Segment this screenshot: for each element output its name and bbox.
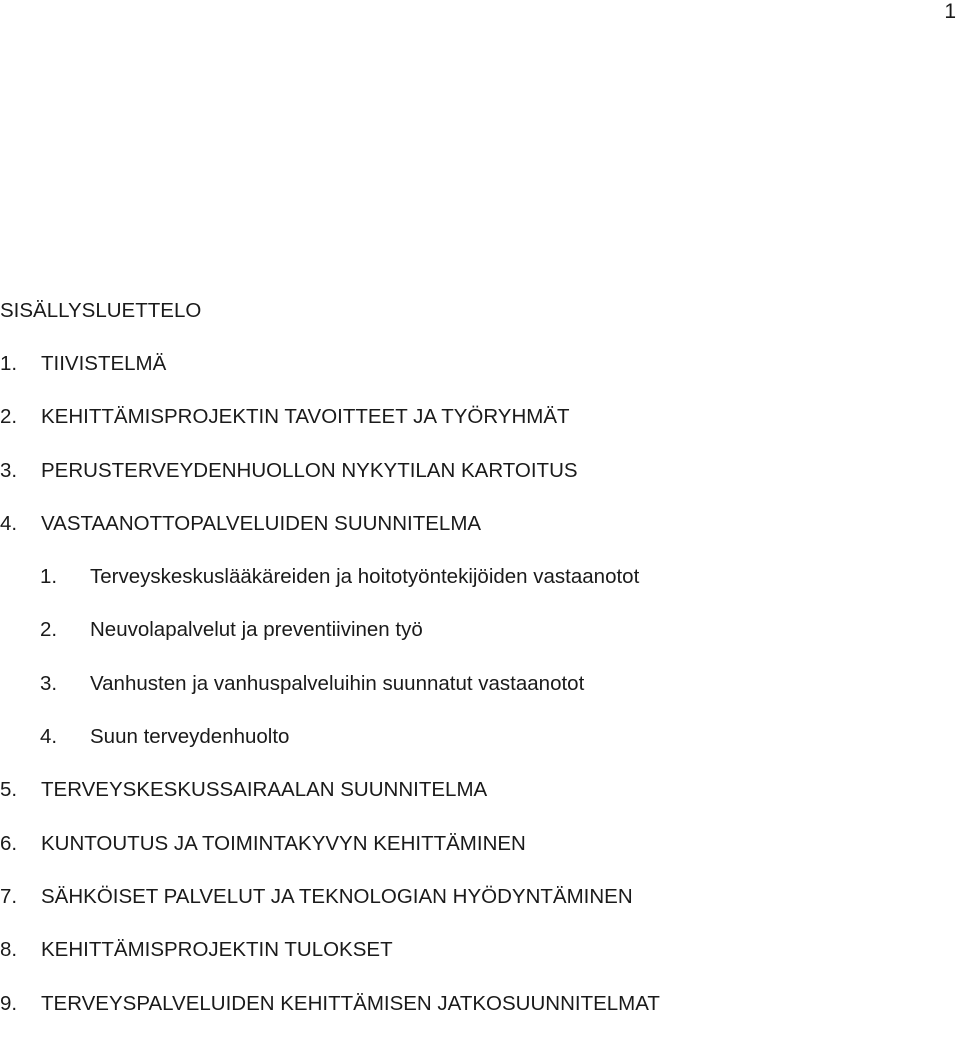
- toc-subitem-number: 1.: [40, 565, 58, 589]
- toc-item-label: TERVEYSPALVELUIDEN KEHITTÄMISEN JATKOSUUNNITELMAT: [41, 991, 660, 1015]
- toc-item-number: 1.: [0, 352, 18, 375]
- page-number: 1: [944, 0, 956, 23]
- toc-subitem-number: 2.: [40, 618, 58, 642]
- toc-item-number: 4.: [0, 511, 18, 535]
- toc-title: SISÄLLYSLUETTELO: [0, 299, 202, 322]
- toc-subitem-label: Suun terveydenhuolto: [90, 725, 290, 749]
- toc-item-number: 3.: [0, 458, 18, 482]
- toc-item-label: KEHITTÄMISPROJEKTIN TAVOITTEET JA TYÖRYHMÄT: [41, 405, 570, 429]
- toc-subitem-number: 3.: [40, 671, 58, 695]
- toc-item-label: VASTAANOTTOPALVELUIDEN SUUNNITELMA: [41, 511, 482, 535]
- toc-subitem-label: Vanhusten ja vanhuspalveluihin suunnatut vastaanotot: [90, 671, 585, 695]
- toc-subitem-label: Terveyskeskuslääkäreiden ja hoitotyöntekijöiden vastaanotot: [90, 565, 640, 589]
- toc-item-number: 8.: [0, 938, 18, 962]
- toc-item-number: 9.: [0, 991, 18, 1015]
- toc-item-label: TIIVISTELMÄ: [41, 352, 167, 375]
- toc-item-label: KUNTOUTUS JA TOIMINTAKYVYN KEHITTÄMINEN: [41, 831, 526, 855]
- toc-subitem-label: Neuvolapalvelut ja preventiivinen työ: [90, 618, 423, 642]
- toc-item-label: TERVEYSKESKUSSAIRAALAN SUUNNITELMA: [41, 778, 488, 802]
- toc-item-number: 5.: [0, 778, 18, 802]
- toc-item-number: 7.: [0, 884, 18, 908]
- toc-item-number: 2.: [0, 405, 18, 429]
- toc-item-label: PERUSTERVEYDENHUOLLON NYKYTILAN KARTOITUS: [41, 458, 578, 482]
- toc-item-number: 6.: [0, 831, 18, 855]
- toc-item-label: KEHITTÄMISPROJEKTIN TULOKSET: [41, 938, 393, 962]
- toc-item-label: SÄHKÖISET PALVELUT JA TEKNOLOGIAN HYÖDYNTÄMINEN: [41, 884, 633, 908]
- toc-subitem-number: 4.: [40, 725, 58, 749]
